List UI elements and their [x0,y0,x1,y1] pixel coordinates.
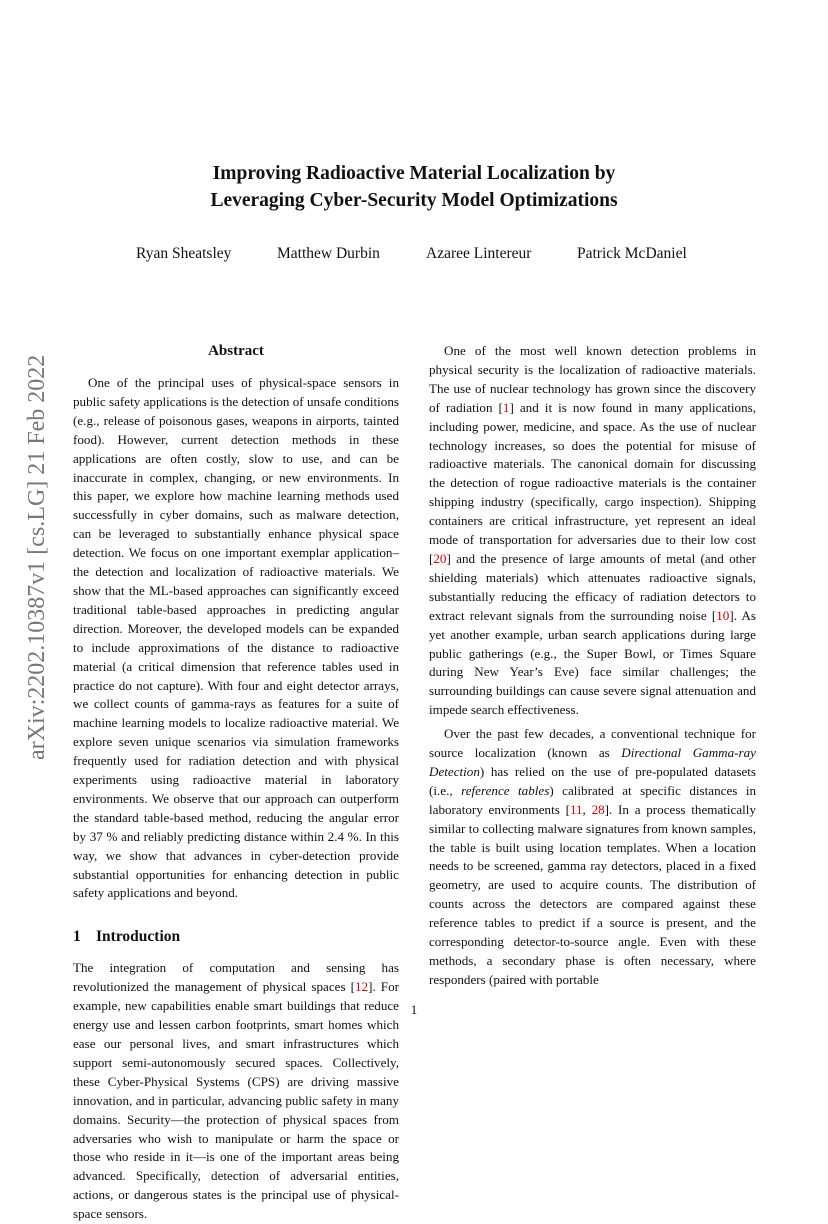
intro-paragraph-2: One of the most well known detection problems in physical security is the localization of radioactive materials. The use of nuclear technology has grown since the discovery of radiation [1] and it is now found in many applications, including power, medicine, and space. As the use of nuclear technology increases, so does the potential for misuse of radioactive materials. The canonical domain for discussing the detection of rogue radioactive materials is the container shipping industry (specifically, cargo inspection). Shipping containers are critical infrastructure, yet represent an ideal mode of transportation for adversaries due to their low cost [20] and the presence of large amounts of metal (and other shielding materials) which attenuates radioactive signals, substantially reducing the efficacy of radiation detectors to extract relevant signals from the surrounding noise [10]. As yet another example, urban search applications during large public gatherings (e.g., the Super Bowl, or Times Square during New Year’s Eve) face similar challenges; the surrounding buildings can cause severe signal attenuation and impede search effectiveness. [429,343,756,718]
right-column [429,342,756,990]
abstract-heading: Abstract [208,343,264,359]
author-name: Matthew Durbin [277,245,380,262]
section-title: Introduction [96,928,181,946]
citation-link[interactable]: 11 [569,801,583,817]
section-number: 1 [73,928,81,946]
section-heading-introduction [73,927,399,947]
author-name: Azaree Lintereur [426,245,532,262]
author-name: Patrick McDaniel [577,245,687,262]
citation-link[interactable]: 10 [716,607,730,623]
author-name: Ryan Sheatsley [136,245,232,262]
abstract-text: One of the principal uses of physical-space sensors in public safety applications is the detection of unsafe conditions (e.g., release of poisonous gases, weapons in airports, tainted food). However, current detection methods in these applications are often costly, slow to use, and can be inaccurate in complex, changing, or new environments. In this paper, we explore how machine learning methods used successfully in cyber domains, such as malware detection, can be leveraged to substantially enhance physical space detection. We focus on one important exemplar application–the detection and localization of radioactive materials. We show that the ML-based approaches can significantly exceed traditional table-based approaches in predicting angular direction. Moreover, the developed models can be expanded to include approximations of the distance to radioactive material (a critical dimension that reference tables used in practice do not capture). With four and eight detector arrays, we collect counts of gamma-rays as features for a suite of machine learning models to localize radioactive material. We explore seven unique scenarios via simulation frameworks frequently used for radiation detection and with physical experiments using radioactive material in laboratory environments. We observe that our approach can outperform the standard table-based method, reducing the angular error by 37 % and reliably predicting distance within 2.4 %. In this way, we show that advances in cyber-detection provide substantial opportunities for enhancing detection in public safety applications and beyond. [73,375,399,901]
citation-link[interactable]: 20 [433,550,447,566]
author-list [0,245,828,267]
left-column [73,342,399,1224]
citation-link[interactable]: 28 [591,801,605,817]
intro-paragraph-3: Over the past few decades, a conventional technique for source localization (known as Directional Gamma-ray Detection) has relied on the use of pre-populated datasets (i.e., reference tables) calibrated at specific distances in laboratory environments [11, 28]. In a process thematically similar to collecting malware signatures from known samples, the table is built using location templates. When a location needs to be screened, gamma ray detectors, placed in a fixed geometry, are used to acquire counts. The distribution of counts across the detectors are compared against these reference tables to predict if a source is present, and the corresponding detector-to-source angle. Even with these methods, a secondary phase is often necessary, where responders (paired with portable [429,726,757,987]
page-number: 1 [410,1002,418,1017]
citation-link[interactable]: 12 [355,979,369,995]
title-line-1: Improving Radioactive Material Localization by [212,163,616,184]
intro-paragraph-1: The integration of computation and sensing has revolutionized the management of physical spaces [12]. For example, new capabilities enable smart buildings that reduce energy use and lessen carbon footprints, smart homes which ease our personal lives, and smart infrastructures which support semi-autonomously secured spaces. Collectively, these Cyber-Physical Systems (CPS) are driving massive innovation, and in particular, advancing public safety in many domains. Security—the protection of physical spaces from adversaries who wish to manipulate or harm the space or those who reside in it—is one of the important areas being advanced. Specifically, detection of adversarial entities, actions, or dangerous states is the principal use of physical-space sensors. [73,960,399,1222]
paper-title [0,160,828,214]
citation-link[interactable]: 1 [502,399,510,415]
arxiv-identifier: arXiv:2202.10387v1 [cs.LG] 21 Feb 2022 [24,354,50,760]
title-line-2: Leveraging Cyber-Security Model Optimizations [210,190,618,211]
